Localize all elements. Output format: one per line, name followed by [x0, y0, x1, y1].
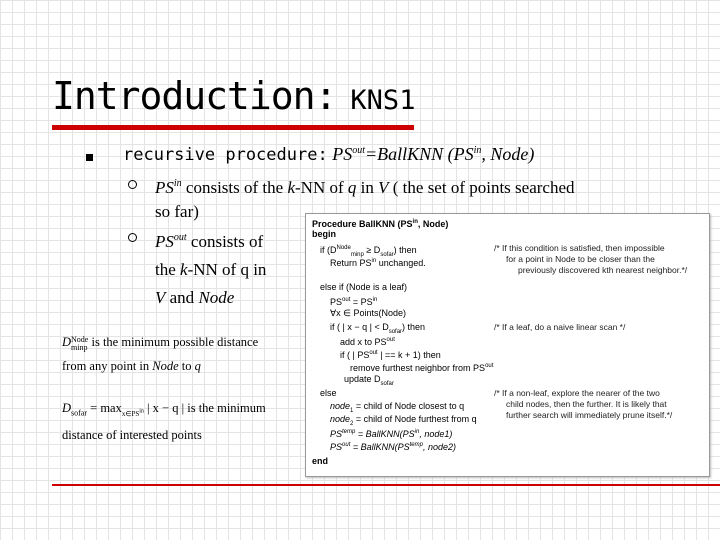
def2-sub: sofar: [71, 408, 88, 418]
sub1-in: in: [173, 178, 182, 189]
sub2-line2-a: the: [155, 260, 181, 279]
def2-maxsub: x∈PS: [121, 409, 140, 418]
sub2-text-a: consists of: [186, 232, 264, 251]
proc-comment-0: /* If this condition is satisfied, then impossible: [494, 243, 665, 253]
sub1-text-b: -NN of: [295, 178, 348, 197]
proc-comment-3: /* If a leaf, do a naive linear scan */: [494, 322, 626, 332]
definition-dminp: [62, 332, 258, 376]
sub1-text-d: ( the set of points searched: [388, 178, 575, 197]
formula-out: out: [352, 145, 365, 156]
sub2-ps: PS: [155, 232, 174, 251]
slide-title: [52, 74, 415, 118]
proc-comment-5: child nodes, then the further. It is likely that: [506, 399, 667, 409]
proc-line-14: node$_2$ = child of Node furthest from q: [330, 414, 477, 427]
proc-line-3: Return $PS^{in}$ unchanged.: [330, 258, 426, 268]
title-main: Introduction:: [52, 74, 337, 118]
title-underline: [52, 125, 414, 130]
proc-line-16: $PS^{out}$ = $BallKNN(PS^{temp}$, node2): [330, 442, 457, 452]
def1-node: Node: [152, 359, 179, 373]
sub1-q: q: [347, 178, 357, 197]
def2-norm: | x − q |: [143, 401, 185, 415]
circle-bullet-icon: [128, 180, 137, 189]
sub1-text-a: consists of the: [181, 178, 288, 197]
proc-line-11: update $D_{sofar}$: [344, 374, 394, 387]
proc-line-15: $PS^{temp}$ = $BallKNN(PS^{in}$, node1): [330, 429, 453, 439]
def2-line2: distance of interested points: [62, 427, 202, 442]
proc-comment-1: for a point in Node to be closer than the: [506, 254, 655, 264]
title-sub: KNS1: [350, 85, 416, 116]
proc-line-0: Procedure BallKNN ($PS^{in}$, Node): [312, 219, 449, 229]
formula-end: , Node): [481, 144, 535, 164]
proc-line-2: if $(D^{Node}_{minp} \ge D_{sofar})$ then: [320, 245, 417, 258]
def1-sup: Node: [71, 335, 89, 344]
proc-line-8: add x to $PS^{out}$: [340, 337, 395, 347]
proc-line-6: ∀x ∈ Points(Node): [330, 308, 407, 318]
sub2-out: out: [173, 232, 187, 243]
proc-line-10: remove furthest neighbor from $PS^{out}$: [350, 363, 494, 373]
def2-text: is the minimum: [184, 401, 266, 415]
def1-symbol: D: [62, 335, 72, 349]
proc-line-4: else if (Node is a leaf): [320, 282, 408, 292]
def2-maxsup: in: [139, 408, 144, 415]
def2-symbol: D: [62, 401, 72, 415]
circle-bullet-icon: [128, 233, 137, 242]
formula-eq: =BallKNN (PS: [364, 144, 474, 164]
procedure-box: [305, 213, 710, 477]
proc-line-17: end: [312, 456, 329, 466]
bullet-recursive-procedure: [123, 144, 534, 165]
proc-line-5: $PS^{out} = PS^{in}$: [330, 297, 378, 307]
proc-line-13: node$_1$ = child of Node closest to q: [330, 401, 465, 414]
proc-comment-2: previously discovered kth nearest neighbor.*/: [518, 265, 688, 275]
def1-text: is the minimum possible distance: [88, 335, 259, 349]
sub2-line2-b: -NN of q in: [187, 260, 267, 279]
sub2-node: Node: [198, 288, 235, 307]
sub1-line2: so far): [155, 202, 199, 221]
formula-in: in: [473, 145, 482, 156]
square-bullet-icon: [86, 154, 93, 161]
sub1-ps: PS: [155, 178, 174, 197]
bullet-prefix: recursive procedure:: [123, 145, 328, 165]
sub1-text-c: in: [356, 178, 379, 197]
def1-line2-a: from any point in: [62, 359, 153, 373]
sub2-k: k: [180, 260, 188, 279]
def1-sub: minp: [71, 343, 88, 352]
formula-ps: PS: [332, 144, 353, 164]
proc-line-12: else: [320, 388, 337, 398]
sub2-line3-b: and: [165, 288, 199, 307]
sub1-k: k: [287, 178, 295, 197]
definition-dsofar: [62, 398, 266, 445]
footer-line: [52, 484, 720, 486]
proc-line-7: if ( | x − q | < $D_{sofar}$) then: [330, 322, 426, 335]
sub1-v: V: [378, 178, 389, 197]
def2-eq: = max: [87, 401, 122, 415]
proc-comment-6: further search will immediately prune itself.*/: [506, 410, 673, 420]
def1-line2-b: to: [178, 359, 195, 373]
proc-comment-4: /* If a non-leaf, explore the nearer of the two: [494, 388, 660, 398]
def1-q: q: [194, 359, 201, 373]
proc-line-9: if ( | $PS^{out}$ | == k + 1) then: [340, 350, 441, 360]
sub2-v: V: [155, 288, 166, 307]
proc-line-1: begin: [312, 229, 336, 239]
sub-bullet-psout: [155, 226, 266, 310]
